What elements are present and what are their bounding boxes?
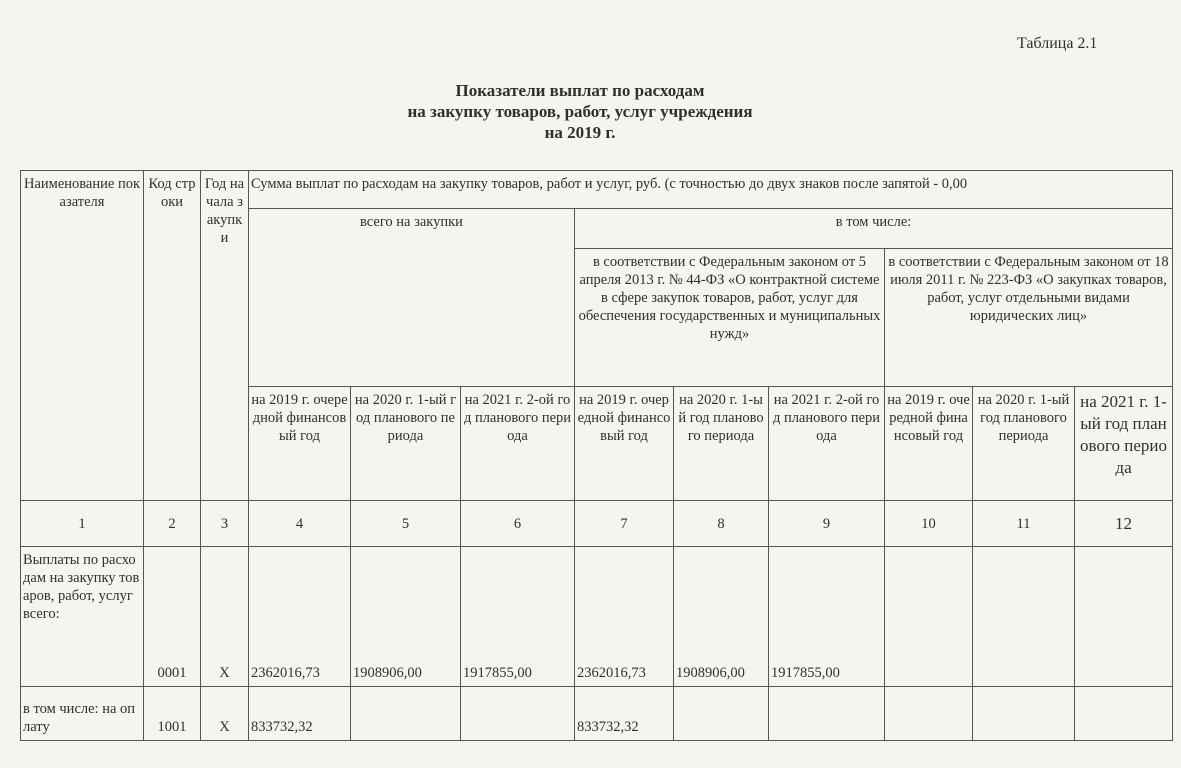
payments-table — [20, 170, 1173, 741]
row-name: в том числе: на оплату — [21, 687, 144, 741]
header-name: Наименование показателя — [21, 171, 144, 501]
row-value: 1908906,00 — [674, 547, 769, 687]
header-year: Год начала закупки — [201, 171, 249, 501]
column-number: 9 — [769, 501, 885, 547]
row-value — [351, 687, 461, 741]
header-period: на 2019 г. очередной финансовый год — [575, 387, 674, 501]
row-value: 2362016,73 — [575, 547, 674, 687]
header-period: на 2019 г. очередной финансовый год — [885, 387, 973, 501]
row-code: 0001 — [144, 547, 201, 687]
row-value — [973, 547, 1075, 687]
row-value: 833732,32 — [249, 687, 351, 741]
row-year: Х — [201, 687, 249, 741]
title-line: на 2019 г. — [544, 123, 616, 142]
title-line: на закупку товаров, работ, услуг учреждения — [407, 102, 753, 121]
header-period: на 2021 г. 1-ый год планового периода — [1075, 387, 1173, 501]
row-name: Выплаты по расходам на закупку товаров, работ, услуг всего: — [21, 547, 144, 687]
column-number: 12 — [1075, 501, 1173, 547]
row-value — [1075, 687, 1173, 741]
row-value — [769, 687, 885, 741]
row-value — [461, 687, 575, 741]
column-number: 10 — [885, 501, 973, 547]
row-value: 1908906,00 — [351, 547, 461, 687]
row-value — [973, 687, 1075, 741]
header-period: на 2019 г. очередной финансовый год — [249, 387, 351, 501]
table-row — [21, 547, 1173, 687]
row-value: 1917855,00 — [769, 547, 885, 687]
title-line: Показатели выплат по расходам — [455, 81, 705, 100]
header-period: на 2021 г. 2-ой год планового периода — [461, 387, 575, 501]
table-row — [21, 687, 1173, 741]
column-number: 4 — [249, 501, 351, 547]
column-number: 1 — [21, 501, 144, 547]
column-number: 7 — [575, 501, 674, 547]
row-year: Х — [201, 547, 249, 687]
column-number: 11 — [973, 501, 1075, 547]
row-value: 833732,32 — [575, 687, 674, 741]
column-number: 8 — [674, 501, 769, 547]
header-period: на 2020 г. 1-ый год планового периода — [674, 387, 769, 501]
column-number: 3 — [201, 501, 249, 547]
row-value — [885, 687, 973, 741]
header-law223: в соответствии с Федеральным законом от 18 июля 2011 г. № 223-ФЗ «О закупках товаров, работ, услуг отдельными видами юридических лиц» — [885, 249, 1173, 387]
header-total: всего на закупки — [249, 209, 575, 387]
header-period: на 2021 г. 2-ой год планового периода — [769, 387, 885, 501]
row-value — [1075, 547, 1173, 687]
header-sum: Сумма выплат по расходам на закупку товаров, работ и услуг, руб. (с точностью до двух знаков после запятой - 0,00 — [249, 171, 1173, 209]
row-value — [885, 547, 973, 687]
column-number: 5 — [351, 501, 461, 547]
header-code: Код строки — [144, 171, 201, 501]
column-number: 2 — [144, 501, 201, 547]
header-law44: в соответствии с Федеральным законом от 5 апреля 2013 г. № 44-ФЗ «О контрактной системе в сфере закупок товаров, работ, услуг для обеспечения государственных и муниципальных нужд» — [575, 249, 885, 387]
page-title — [280, 80, 880, 143]
row-value: 1917855,00 — [461, 547, 575, 687]
column-number: 6 — [461, 501, 575, 547]
header-including: в том числе: — [575, 209, 1173, 249]
header-period: на 2020 г. 1-ый год планового периода — [973, 387, 1075, 501]
row-code: 1001 — [144, 687, 201, 741]
table-number: Таблица 2.1 — [1017, 35, 1098, 52]
header-period: на 2020 г. 1-ый год планового периода — [351, 387, 461, 501]
row-value: 2362016,73 — [249, 547, 351, 687]
row-value — [674, 687, 769, 741]
